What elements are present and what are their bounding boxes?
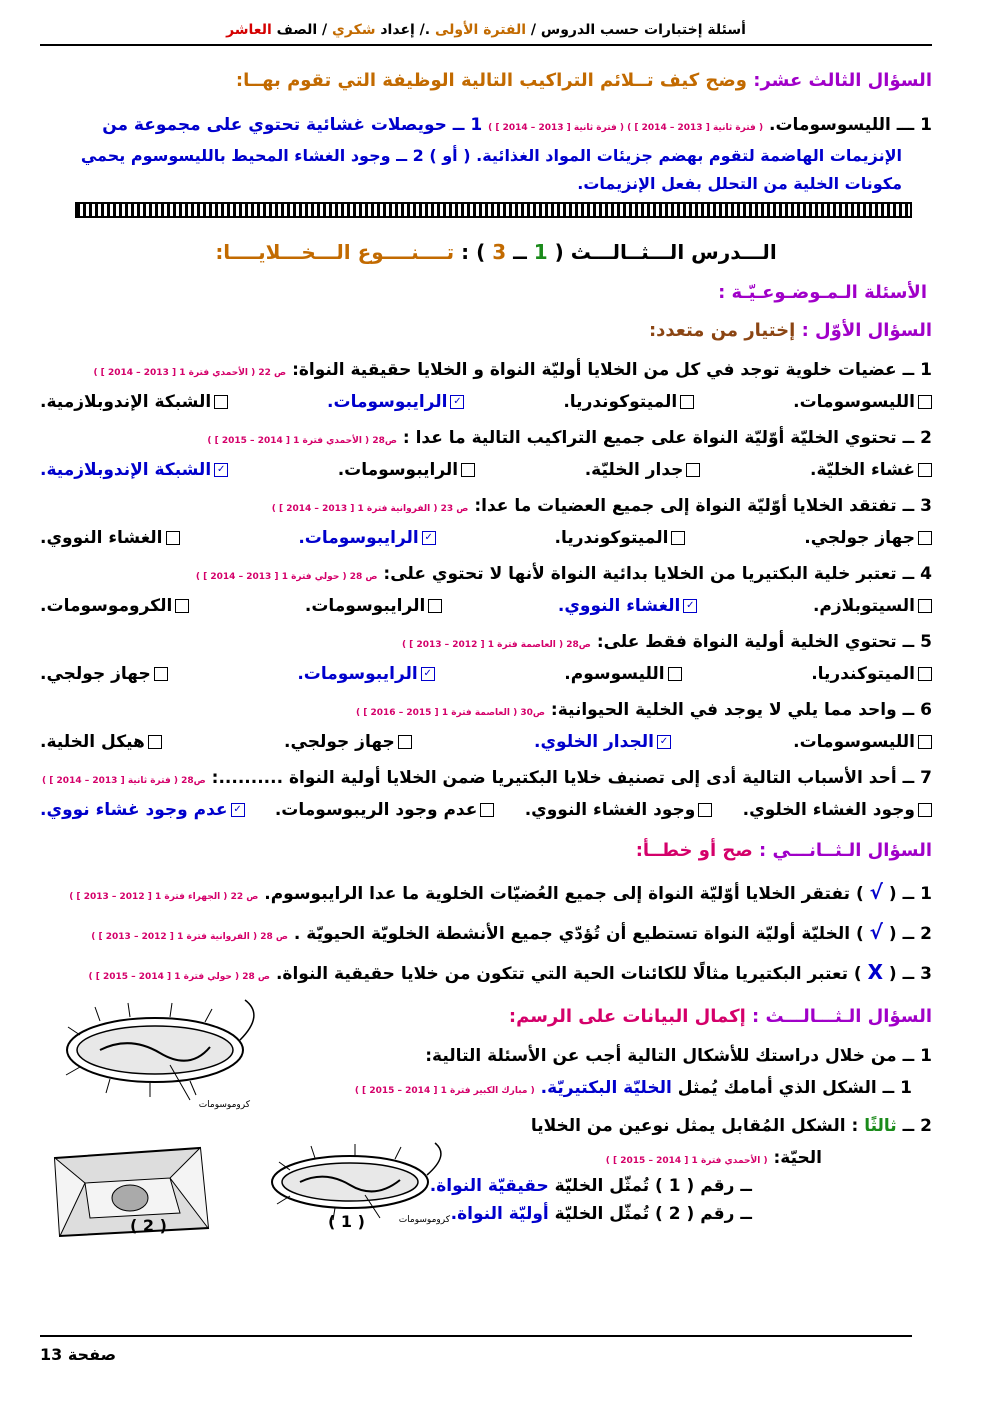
checkbox-icon[interactable]: [918, 531, 932, 545]
mcq-stem: 2 ــ تحتوي الخليّة أوّليّة النواة على جميع التراكيب التالية ما عدا : ص28 ( الأحمدي فترة 1 [ 2014 – 2015 ] ): [207, 428, 932, 448]
sq3-line5: ــ رقم ( 1 ) تُمثّل الخليّة حقيقيّة النواة.: [429, 1176, 752, 1196]
mcq-option[interactable]: ✓ عدم وجود غشاء نووي.: [40, 800, 244, 820]
figure-1-label: ( 1 ): [328, 1212, 365, 1231]
mcq-option[interactable]: وجود الغشاء النووي.: [525, 800, 713, 820]
mcq-options: [40, 528, 932, 548]
checkbox-icon[interactable]: [918, 735, 932, 749]
lesson-title: الـــدرس الـــثــالـــث ( 1 ــ 3 ) : تــــنــــوع الـــخـــلايــــا:: [215, 240, 777, 264]
checkbox-icon[interactable]: [154, 667, 168, 681]
mcq-stem: 4 ــ تعتبر خلية البكتيريا من الخلايا بدائية النواة لأنها لا تحتوي على: ص 28 ( حولي فترة 1 [ 2013 – 2014 ] ): [195, 564, 932, 584]
mcq-option[interactable]: عدم وجود الريبوسومات.: [275, 800, 495, 820]
checkbox-icon[interactable]: [166, 531, 180, 545]
checkbox-icon[interactable]: [214, 395, 228, 409]
checkbox-icon[interactable]: [680, 395, 694, 409]
mcq-option[interactable]: الغشاء النووي.: [40, 528, 180, 548]
checkbox-icon[interactable]: [918, 463, 932, 477]
mcq-options: [40, 664, 932, 684]
mcq-option[interactable]: الليسوسوم.: [564, 664, 681, 684]
mcq-stem: 6 ــ واحد مما يلي لا يوجد في الخلية الحيوانية: ص30 ( العاصمة فترة 1 [ 2015 – 2016 ] ): [356, 700, 932, 720]
sq3-heading: السؤال الـثـــالـــث : إكمال البيانات على الرسم:: [508, 1006, 932, 1027]
bacteria-diagram-top: [40, 995, 270, 1110]
checkbox-icon[interactable]: ✓: [422, 531, 436, 545]
checkbox-icon[interactable]: [480, 803, 494, 817]
mcq-options: [40, 800, 932, 820]
checkbox-icon[interactable]: [671, 531, 685, 545]
checkbox-icon[interactable]: ✓: [231, 803, 245, 817]
sq3-line2: 1 ــ الشكل الذي أمامك يُمثل الخليّة البكتيريّة. ( مبارك الكبير فترة 1 [ 2014 – 2015 ] ): [354, 1078, 912, 1098]
header-rule: [40, 44, 932, 46]
sq3-line4: الحيّة: ( الأحمدي فترة 1 [ 2014 – 2015 ] ): [605, 1148, 822, 1168]
q13-line3: مكونات الخلية من التحلل بفعل الإنزيمات.: [577, 174, 902, 193]
ribo-label-bottom: كروموسومات: [398, 1215, 450, 1225]
checkbox-icon[interactable]: [148, 735, 162, 749]
checkbox-icon[interactable]: ✓: [421, 667, 435, 681]
checkbox-icon[interactable]: [175, 599, 189, 613]
checkbox-icon[interactable]: [461, 463, 475, 477]
mcq-option[interactable]: هيكل الخلية.: [40, 732, 162, 752]
mcq-stem: 3 ــ تفتقد الخلايا أوّليّة النواة إلى جميع العضيات ما عدا: ص 23 ( الفروانية فترة 1 [ 2013 – 2014 ] ): [271, 496, 932, 516]
sq2-heading: السؤال الـثــانـــي : صح أو خطــأ:: [635, 840, 932, 861]
checkbox-icon[interactable]: [918, 803, 932, 817]
page-number: صفحة 13: [40, 1345, 117, 1364]
mcq-option[interactable]: جهاز جولجي.: [804, 528, 932, 548]
q13-heading: السؤال الثالث عشر: وضح كيف تــلائم التراكيب التالية الوظيفة التي تقوم بهــا:: [235, 70, 932, 91]
mcq-option[interactable]: الكروموسومات.: [40, 596, 189, 616]
checkbox-icon[interactable]: ✓: [683, 599, 697, 613]
mcq-options: [40, 460, 932, 480]
mcq-option[interactable]: جهاز جولجي.: [284, 732, 412, 752]
checkbox-icon[interactable]: [918, 599, 932, 613]
q13-line2: الإنزيمات الهاضمة لتقوم بهضم جزيئات المواد الغذائية. ( أو ) 2 ــ وجود الغشاء المحيط بالليسوسوم يحمي: [80, 146, 902, 165]
objective-heading: الأسئلة الـمـوضـوعـيّـة :: [718, 282, 927, 303]
mcq-option[interactable]: وجود الغشاء الخلوي.: [743, 800, 932, 820]
mcq-stem: 7 ــ أحد الأسباب التالية أدى إلى تصنيف خلايا البكتيريا ضمن الخلايا أولية النواة ..........: ص28 ( فترة ثانية [ 2013 – 2014 ] ): [42, 768, 932, 788]
checkbox-icon[interactable]: ✓: [657, 735, 671, 749]
figure-2-label: ( 2 ): [130, 1216, 167, 1235]
mcq-option[interactable]: الميتوكوندريا.: [555, 528, 686, 548]
checkbox-icon[interactable]: [428, 599, 442, 613]
mcq-options: [40, 392, 932, 412]
mcq-option[interactable]: الميتوكندريا.: [811, 664, 932, 684]
mcq-option[interactable]: ✓ الرايبوسومات.: [298, 528, 435, 548]
mcq-options: [40, 596, 932, 616]
mcq-stem: 1 ــ عضيات خلوية توجد في كل من الخلايا أوليّة النواة و الخلايا حقيقية النواة: ص 22 ( الأحمدي فترة 1 [ 2013 – 2014 ] ): [93, 360, 932, 380]
mcq-option[interactable]: ✓ الرايبوسومات.: [297, 664, 434, 684]
mcq-options: [40, 732, 932, 752]
section-divider: [75, 202, 912, 218]
sq3-line1: 1 ــ من خلال دراستك للأشكال التالية أجب عن الأسئلة التالية:: [425, 1046, 932, 1066]
tf-item: 1 ــ ( √ ) تفتقر الخلايا أوّليّة النواة إلى جميع العُضيّات الخلوية ما عدا الرايبوسوم. ص 22 ( الجهراء فترة 1 [ 2012 – 2013 ] ): [69, 880, 932, 904]
mcq-stem: 5 ــ تحتوي الخلية أولية النواة فقط على: ص28 ( العاصمة فترة 1 [ 2012 – 2013 ] ): [401, 632, 932, 652]
checkbox-icon[interactable]: [398, 735, 412, 749]
footer-rule: [40, 1335, 912, 1337]
q13-line1: 1 ـــ الليسوسومات. ( فترة ثانية [ 2013 – 2014 ] ) ( فترة ثانية [ 2013 – 2014 ] ) 1 ــ حويصلات غشائية تحتوي على مجموعة من: [102, 115, 932, 135]
mcq-option[interactable]: الليسوسومات.: [793, 392, 932, 412]
checkbox-icon[interactable]: ✓: [214, 463, 228, 477]
mcq-option[interactable]: غشاء الخليّة.: [810, 460, 932, 480]
mcq-option[interactable]: ✓ الرايبوسومات.: [327, 392, 464, 412]
checkbox-icon[interactable]: [686, 463, 700, 477]
checkbox-icon[interactable]: [918, 395, 932, 409]
checkbox-icon[interactable]: ✓: [450, 395, 464, 409]
sq3-line3: 2 ــ ثالثًا : الشكل المُقابل يمثل نوعين من الخلايا: [530, 1116, 932, 1136]
sq3-line6: ــ رقم ( 2 ) تُمثّل الخليّة أوليّة النواة.: [450, 1204, 752, 1224]
mcq-option[interactable]: ✓ الجدار الخلوي.: [534, 732, 671, 752]
mcq-option[interactable]: ✓ الغشاء النووي.: [558, 596, 698, 616]
mcq-option[interactable]: جدار الخليّة.: [585, 460, 701, 480]
animal-cell-diagram: [40, 1138, 215, 1243]
ribo-label-top: كروموسومات: [198, 1100, 250, 1110]
tf-item: 3 ــ ( X ) تعتبر البكتيريا مثالًا للكائنات الحية التي تتكون من خلايا حقيقية النواة. ص 28 ( حولي فترة 1 [ 2014 – 2015 ] ): [88, 960, 932, 984]
mcq-option[interactable]: الليسوسومات.: [793, 732, 932, 752]
mcq-option[interactable]: السيتوبلازم.: [813, 596, 932, 616]
checkbox-icon[interactable]: [918, 667, 932, 681]
mcq-option[interactable]: الرايبوسومات.: [305, 596, 442, 616]
tf-item: 2 ــ ( √ ) الخليّة أوليّة النواة تستطيع أن تُؤدّي جميع الأنشطة الخلويّة الحيويّة . ص 28 ( الفروانية فترة 1 [ 2012 – 2013 ] ): [91, 920, 932, 944]
mcq-option[interactable]: الشبكة الإندوبلازمية.: [40, 392, 228, 412]
mcq-option[interactable]: جهاز جولجي.: [40, 664, 168, 684]
mcq-option[interactable]: ✓ الشبكة الإندوبلازمية.: [40, 460, 228, 480]
mcq-option[interactable]: الرايبوسومات.: [338, 460, 475, 480]
mcq-option[interactable]: الميتوكوندريا.: [563, 392, 694, 412]
checkbox-icon[interactable]: [668, 667, 682, 681]
checkbox-icon[interactable]: [698, 803, 712, 817]
page-header: أسئلة إختبارات حسب الدروس / الفترة الأولى ./ إعداد شكري / الصف العاشر: [226, 22, 746, 38]
sq1-heading: السؤال الأوّل : إختيار من متعدد:: [648, 320, 932, 341]
